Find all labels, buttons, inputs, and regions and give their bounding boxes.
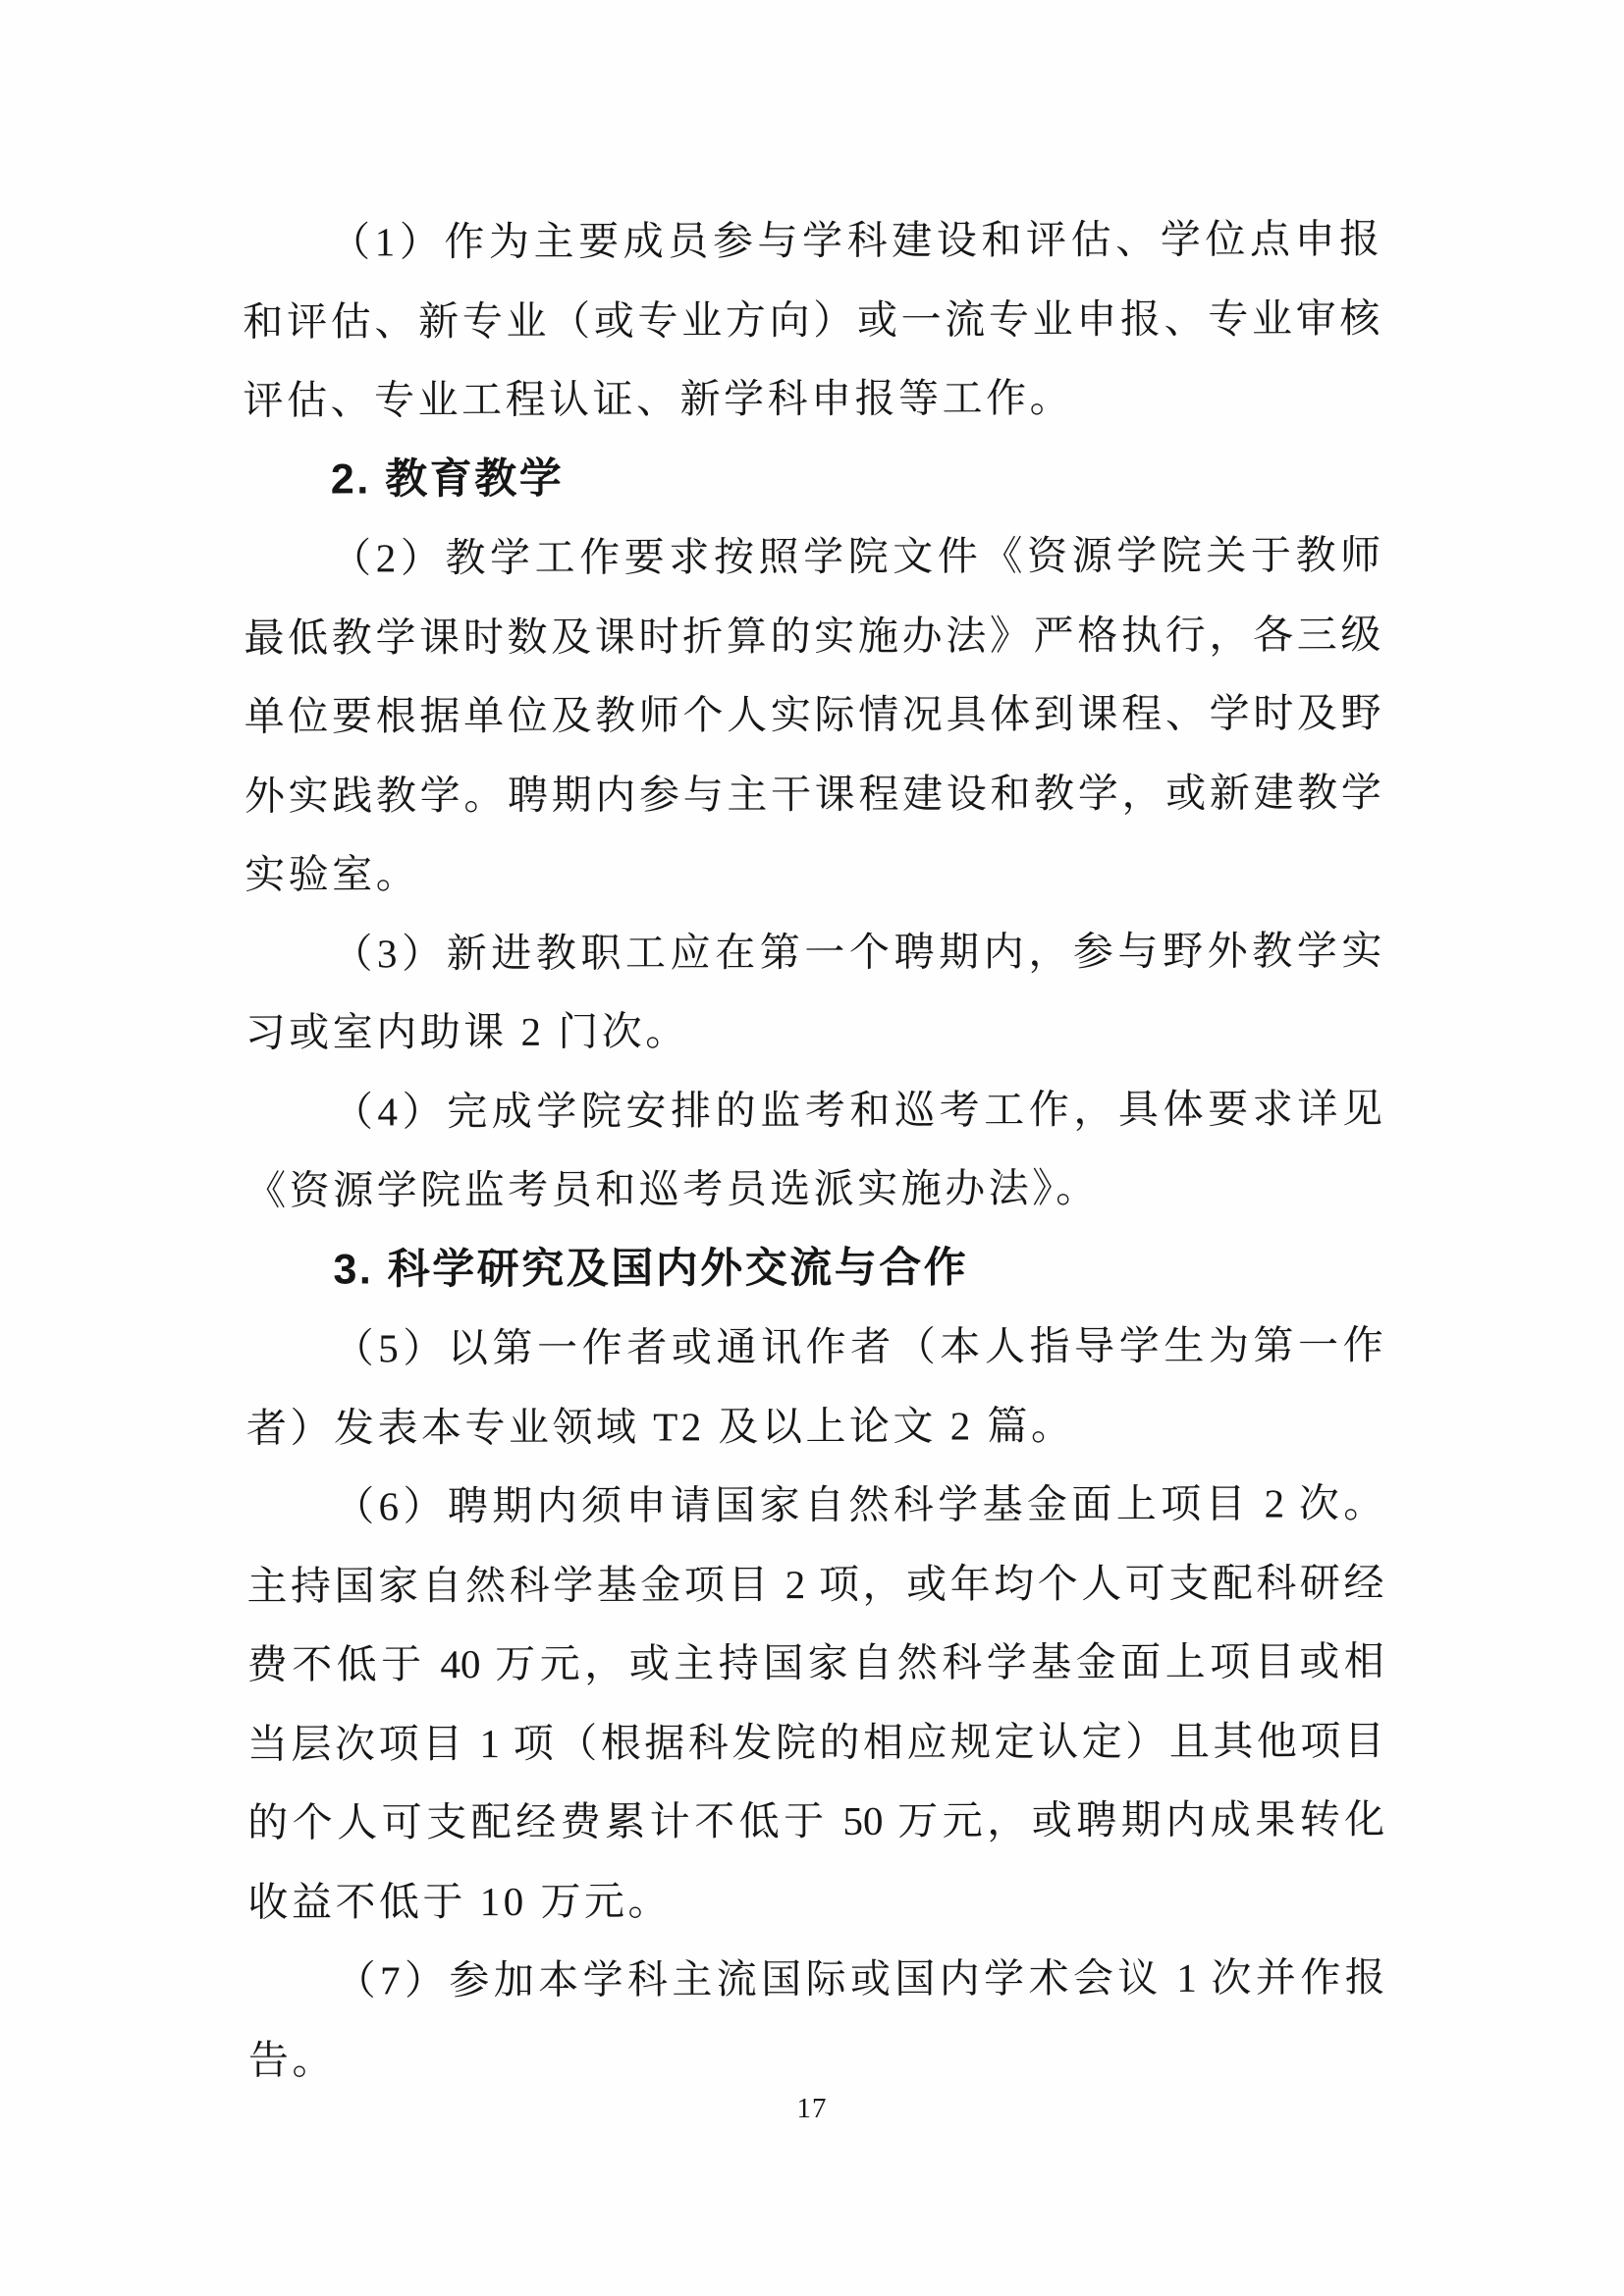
text-line: （1）作为主要成员参与学科建设和评估、学位点申报	[330, 216, 1380, 265]
text-line: 习或室内助课 2 门次。	[244, 1008, 689, 1055]
section-heading: 3. 科学研究及国内外交流与合作	[333, 1244, 969, 1294]
text-line: （5）以第一作者或通讯作者（本人指导学生为第一作	[333, 1322, 1383, 1371]
section-heading: 2. 教育教学	[330, 454, 565, 504]
text-line: 《资源学院监考员和巡考员选派实施办法》。	[245, 1165, 1100, 1213]
text-line: 实验室。	[244, 851, 420, 897]
text-line: 单位要根据单位及教师个人实际情况具体到课程、学时及野	[244, 690, 1381, 739]
text-line: 费不低于 40 万元，或主持国家自然科学基金面上项目或相	[246, 1638, 1384, 1687]
text-line: 的个人可支配经费累计不低于 50 万元，或聘期内成果转化	[247, 1796, 1385, 1845]
text-line: （6）聘期内须申请国家自然科学基金面上项目 2 次。	[334, 1480, 1384, 1529]
text-line: 当层次项目 1 项（根据科发院的相应规定认定）且其他项目	[246, 1717, 1385, 1767]
text-line: （7）参加本学科主流国际或国内学术会议 1 次并作报	[335, 1954, 1385, 2003]
text-line: 和评估、新专业（或专业方向）或一流专业申报、专业审核	[243, 294, 1380, 345]
text-line: （4）完成学院安排的监考和巡考工作，具体要求详见	[332, 1085, 1382, 1135]
text-line: 告。	[247, 2037, 337, 2083]
text-line: 者）发表本专业领域 T2 及以上论文 2 篇。	[245, 1402, 1075, 1451]
text-line: （2）教学工作要求按照学院文件《资源学院关于教师	[331, 532, 1381, 581]
text-line: 收益不低于 10 万元。	[247, 1877, 673, 1925]
text-line: （3）新进教职工应在第一个聘期内，参与野外教学实	[332, 927, 1382, 977]
text-line: 最低教学课时数及课时折算的实施办法》严格执行，各三级	[244, 611, 1381, 661]
text-line: 评估、专业工程认证、新学科申报等工作。	[243, 375, 1074, 423]
text-line: 外实践教学。聘期内参与主干课程建设和教学，或新建教学	[244, 769, 1381, 819]
text-line: 主持国家自然科学基金项目 2 项，或年均个人可支配科研经	[246, 1559, 1384, 1609]
text-block	[243, 199, 1385, 2100]
page-number: 17	[796, 2092, 828, 2125]
